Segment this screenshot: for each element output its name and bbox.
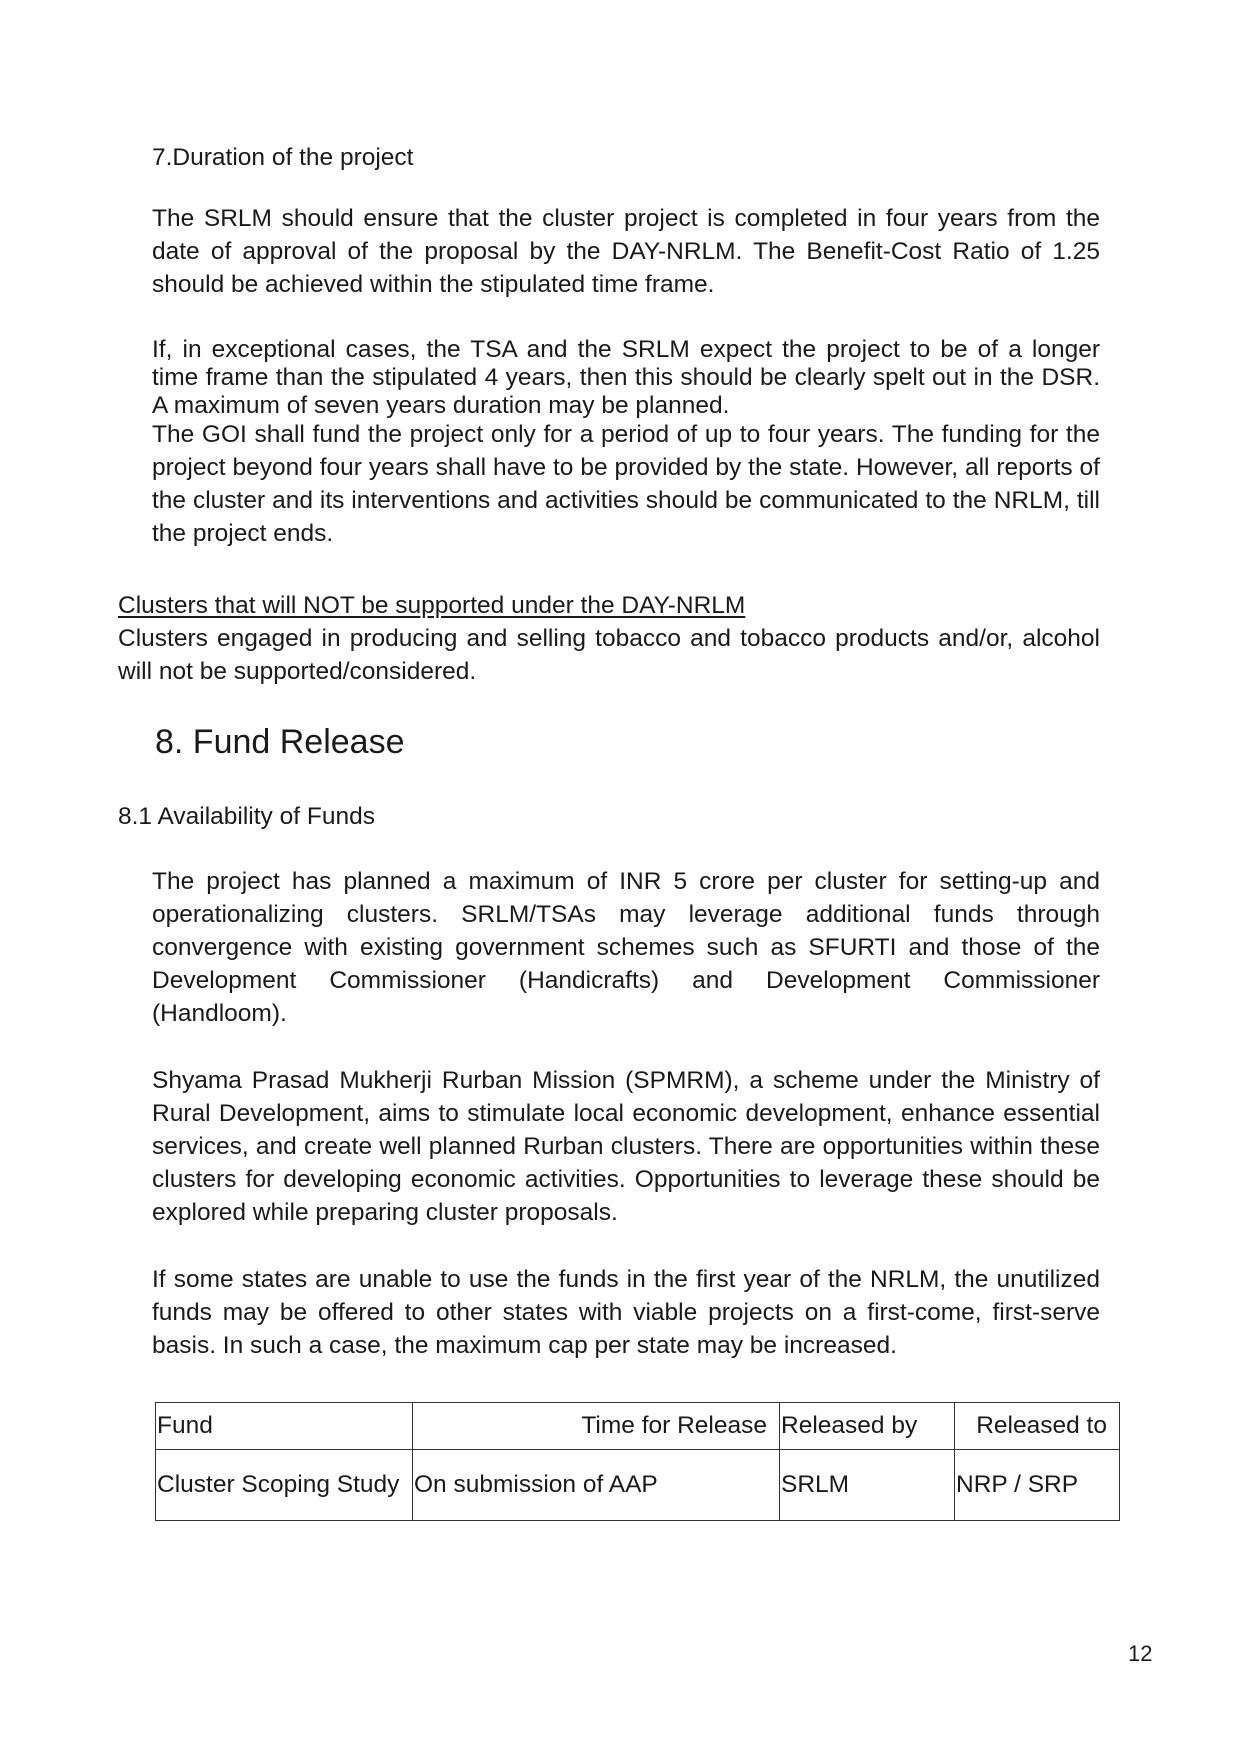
section-8-paragraph-1: The project has planned a maximum of INR 5 crore per cluster for setting-up and operationalizing clusters. SRLM/TSAs may leverage additional funds through convergence with existing government schemes such as SFURTI and those of the Development Commissioner (Handicrafts) and Development Commissioner (Handloom). xyxy=(152,868,1100,1027)
not-supported-heading: Clusters that will NOT be supported under the DAY-NRLM xyxy=(118,592,746,619)
cell-time-for-release: On submission of AAP xyxy=(413,1450,780,1521)
section-8-paragraph-3: If some states are unable to use the funds in the first year of the NRLM, the unutilized funds may be offered to other states with viable projects on a first-come, first-serve basis. In such a case, the maximum cap per state may be increased. xyxy=(152,1266,1100,1359)
header-released-to: Released to xyxy=(955,1403,1120,1450)
header-time-for-release: Time for Release xyxy=(413,1403,780,1450)
not-supported-text: Clusters engaged in producing and selling tobacco and tobacco products and/or, alcohol will not be supported/considered. xyxy=(118,625,1100,685)
table-header-row xyxy=(156,1403,1120,1450)
header-fund: Fund xyxy=(156,1403,413,1450)
section-7-paragraph-3: The GOI shall fund the project only for a period of up to four years. The funding for the project beyond four years shall have to be provided by the state. However, all reports of the cluster and its interventions and activities should be communicated to the NRLM, till the project ends. xyxy=(152,421,1100,547)
page-number: 12 xyxy=(1128,1641,1153,1666)
section-7-heading: 7.Duration of the project xyxy=(152,144,414,171)
section-7-paragraph-2: If, in exceptional cases, the TSA and the SRLM expect the project to be of a longer time frame than the stipulated 4 years, then this should be clearly spelt out in the DSR. A maximum of seven years duration may be planned. xyxy=(152,336,1100,419)
section-8-heading: 8. Fund Release xyxy=(155,723,405,761)
section-7-paragraph-1: The SRLM should ensure that the cluster project is completed in four years from the date of approval of the proposal by the DAY-NRLM. The Benefit-Cost Ratio of 1.25 should be achieved within the stipulated time frame. xyxy=(152,205,1100,298)
cell-released-to: NRP / SRP xyxy=(955,1450,1120,1521)
table-row xyxy=(156,1450,1120,1521)
fund-release-table xyxy=(155,1402,1120,1521)
section-8-paragraph-2: Shyama Prasad Mukherji Rurban Mission (SPMRM), a scheme under the Ministry of Rural Development, aims to stimulate local economic development, enhance essential services, and create well planned Rurban clusters. There are opportunities within these clusters for developing economic activities. Opportunities to leverage these should be explored while preparing cluster proposals. xyxy=(152,1067,1100,1226)
header-released-by: Released by xyxy=(780,1403,955,1450)
cell-fund: Cluster Scoping Study xyxy=(156,1450,413,1521)
section-8-1-heading: 8.1 Availability of Funds xyxy=(118,803,375,830)
cell-released-by: SRLM xyxy=(780,1450,955,1521)
